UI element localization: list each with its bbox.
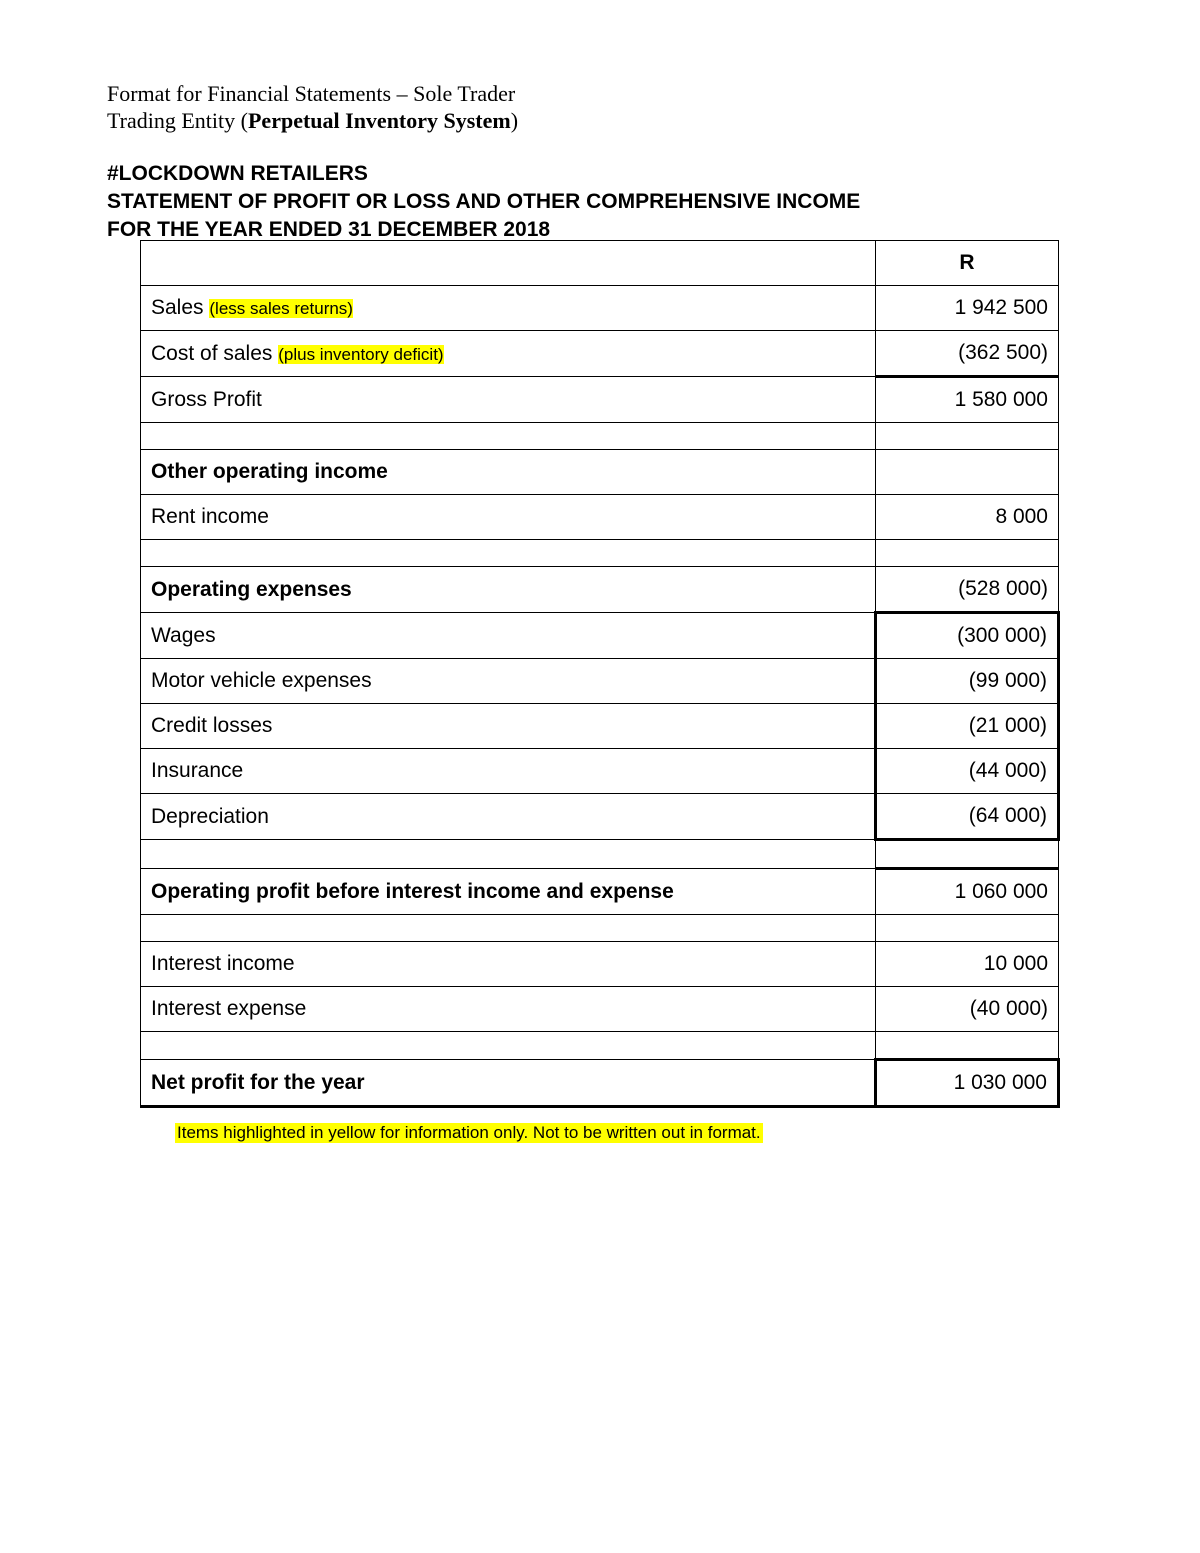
row-label: Credit losses xyxy=(141,704,876,749)
table-row-insurance xyxy=(141,749,1059,794)
table-row-spacer xyxy=(141,915,1059,942)
row-label: Motor vehicle expenses xyxy=(141,659,876,704)
table-row-operating-expenses xyxy=(141,567,1059,613)
row-amount: 10 000 xyxy=(876,942,1059,987)
table-row-spacer xyxy=(141,423,1059,450)
statement-titles xyxy=(107,160,860,244)
table-row-credit-losses xyxy=(141,704,1059,749)
spacer-cell xyxy=(141,915,876,942)
spacer-cell xyxy=(141,840,876,869)
row-label: Operating expenses xyxy=(141,567,876,613)
row-label: Other operating income xyxy=(141,450,876,495)
table-row-operating-profit xyxy=(141,869,1059,915)
table-row-wages xyxy=(141,613,1059,659)
row-amount: (21 000) xyxy=(876,704,1059,749)
table-row-gross-profit xyxy=(141,377,1059,423)
spacer-cell xyxy=(876,423,1059,450)
table-row-sales xyxy=(141,286,1059,331)
row-label: Interest income xyxy=(141,942,876,987)
row-amount: (64 000) xyxy=(876,794,1059,840)
statement-name: STATEMENT OF PROFIT OR LOSS AND OTHER COMPREHENSIVE INCOME xyxy=(107,190,861,213)
highlight-note: (less sales returns) xyxy=(209,299,353,318)
row-label-text: Sales xyxy=(151,296,204,319)
row-label: Net profit for the year xyxy=(141,1060,876,1107)
table-row-interest-income xyxy=(141,942,1059,987)
row-label: Interest expense xyxy=(141,987,876,1032)
table-row-interest-expense xyxy=(141,987,1059,1032)
spacer-cell xyxy=(141,540,876,567)
spacer-cell xyxy=(876,840,1059,869)
row-amount: (528 000) xyxy=(876,567,1059,613)
row-amount: (362 500) xyxy=(876,331,1059,377)
table-row-rent-income xyxy=(141,495,1059,540)
spacer-cell xyxy=(141,1032,876,1060)
row-label: Depreciation xyxy=(141,794,876,840)
table-row-cost-of-sales xyxy=(141,331,1059,377)
income-statement-table xyxy=(140,240,1060,1108)
table-row-motor-vehicle-expenses xyxy=(141,659,1059,704)
row-label: Insurance xyxy=(141,749,876,794)
table-row-depreciation xyxy=(141,794,1059,840)
company-name: #LOCKDOWN RETAILERS xyxy=(107,162,368,185)
document-subtitle-line-2 xyxy=(107,108,518,134)
highlight-note: (plus inventory deficit) xyxy=(278,344,444,364)
table-row-spacer xyxy=(141,1032,1059,1060)
spacer-cell xyxy=(876,540,1059,567)
spacer-cell xyxy=(141,423,876,450)
row-amount: 1 942 500 xyxy=(876,286,1059,331)
header-label-cell xyxy=(141,241,876,286)
row-amount: (99 000) xyxy=(876,659,1059,704)
row-label-text: Cost of sales xyxy=(151,341,273,365)
row-amount: (300 000) xyxy=(876,613,1059,659)
table-row-other-operating-income xyxy=(141,450,1059,495)
spacer-cell xyxy=(876,915,1059,942)
subtitle-prefix: Trading Entity ( xyxy=(107,108,248,133)
statement-period: FOR THE YEAR ENDED 31 DECEMBER 2018 xyxy=(107,218,551,241)
currency-header: R xyxy=(876,241,1059,286)
subtitle-bold: Perpetual Inventory System xyxy=(247,108,511,133)
row-amount: 1 030 000 xyxy=(876,1060,1059,1107)
table-row-spacer xyxy=(141,840,1059,869)
row-label xyxy=(141,286,876,331)
row-amount: 1 060 000 xyxy=(876,869,1059,915)
highlight-footnote: Items highlighted in yellow for information only. Not to be written out in format. xyxy=(177,1123,761,1142)
subtitle-suffix: ) xyxy=(510,108,519,133)
row-label: Rent income xyxy=(141,495,876,540)
row-label xyxy=(141,331,876,377)
row-label: Operating profit before interest income and expense xyxy=(141,869,876,915)
table-row-spacer xyxy=(141,540,1059,567)
row-amount: 8 000 xyxy=(876,495,1059,540)
spacer-cell xyxy=(876,1032,1059,1060)
table-row-net-profit xyxy=(141,1060,1059,1107)
table-header-row xyxy=(141,241,1059,286)
row-label: Wages xyxy=(141,613,876,659)
row-amount: 1 580 000 xyxy=(876,377,1059,423)
row-amount: (40 000) xyxy=(876,987,1059,1032)
row-label: Gross Profit xyxy=(141,377,876,423)
row-amount xyxy=(876,450,1059,495)
row-amount: (44 000) xyxy=(876,749,1059,794)
document-subtitle-line-1: Format for Financial Statements – Sole Trader xyxy=(107,81,516,106)
